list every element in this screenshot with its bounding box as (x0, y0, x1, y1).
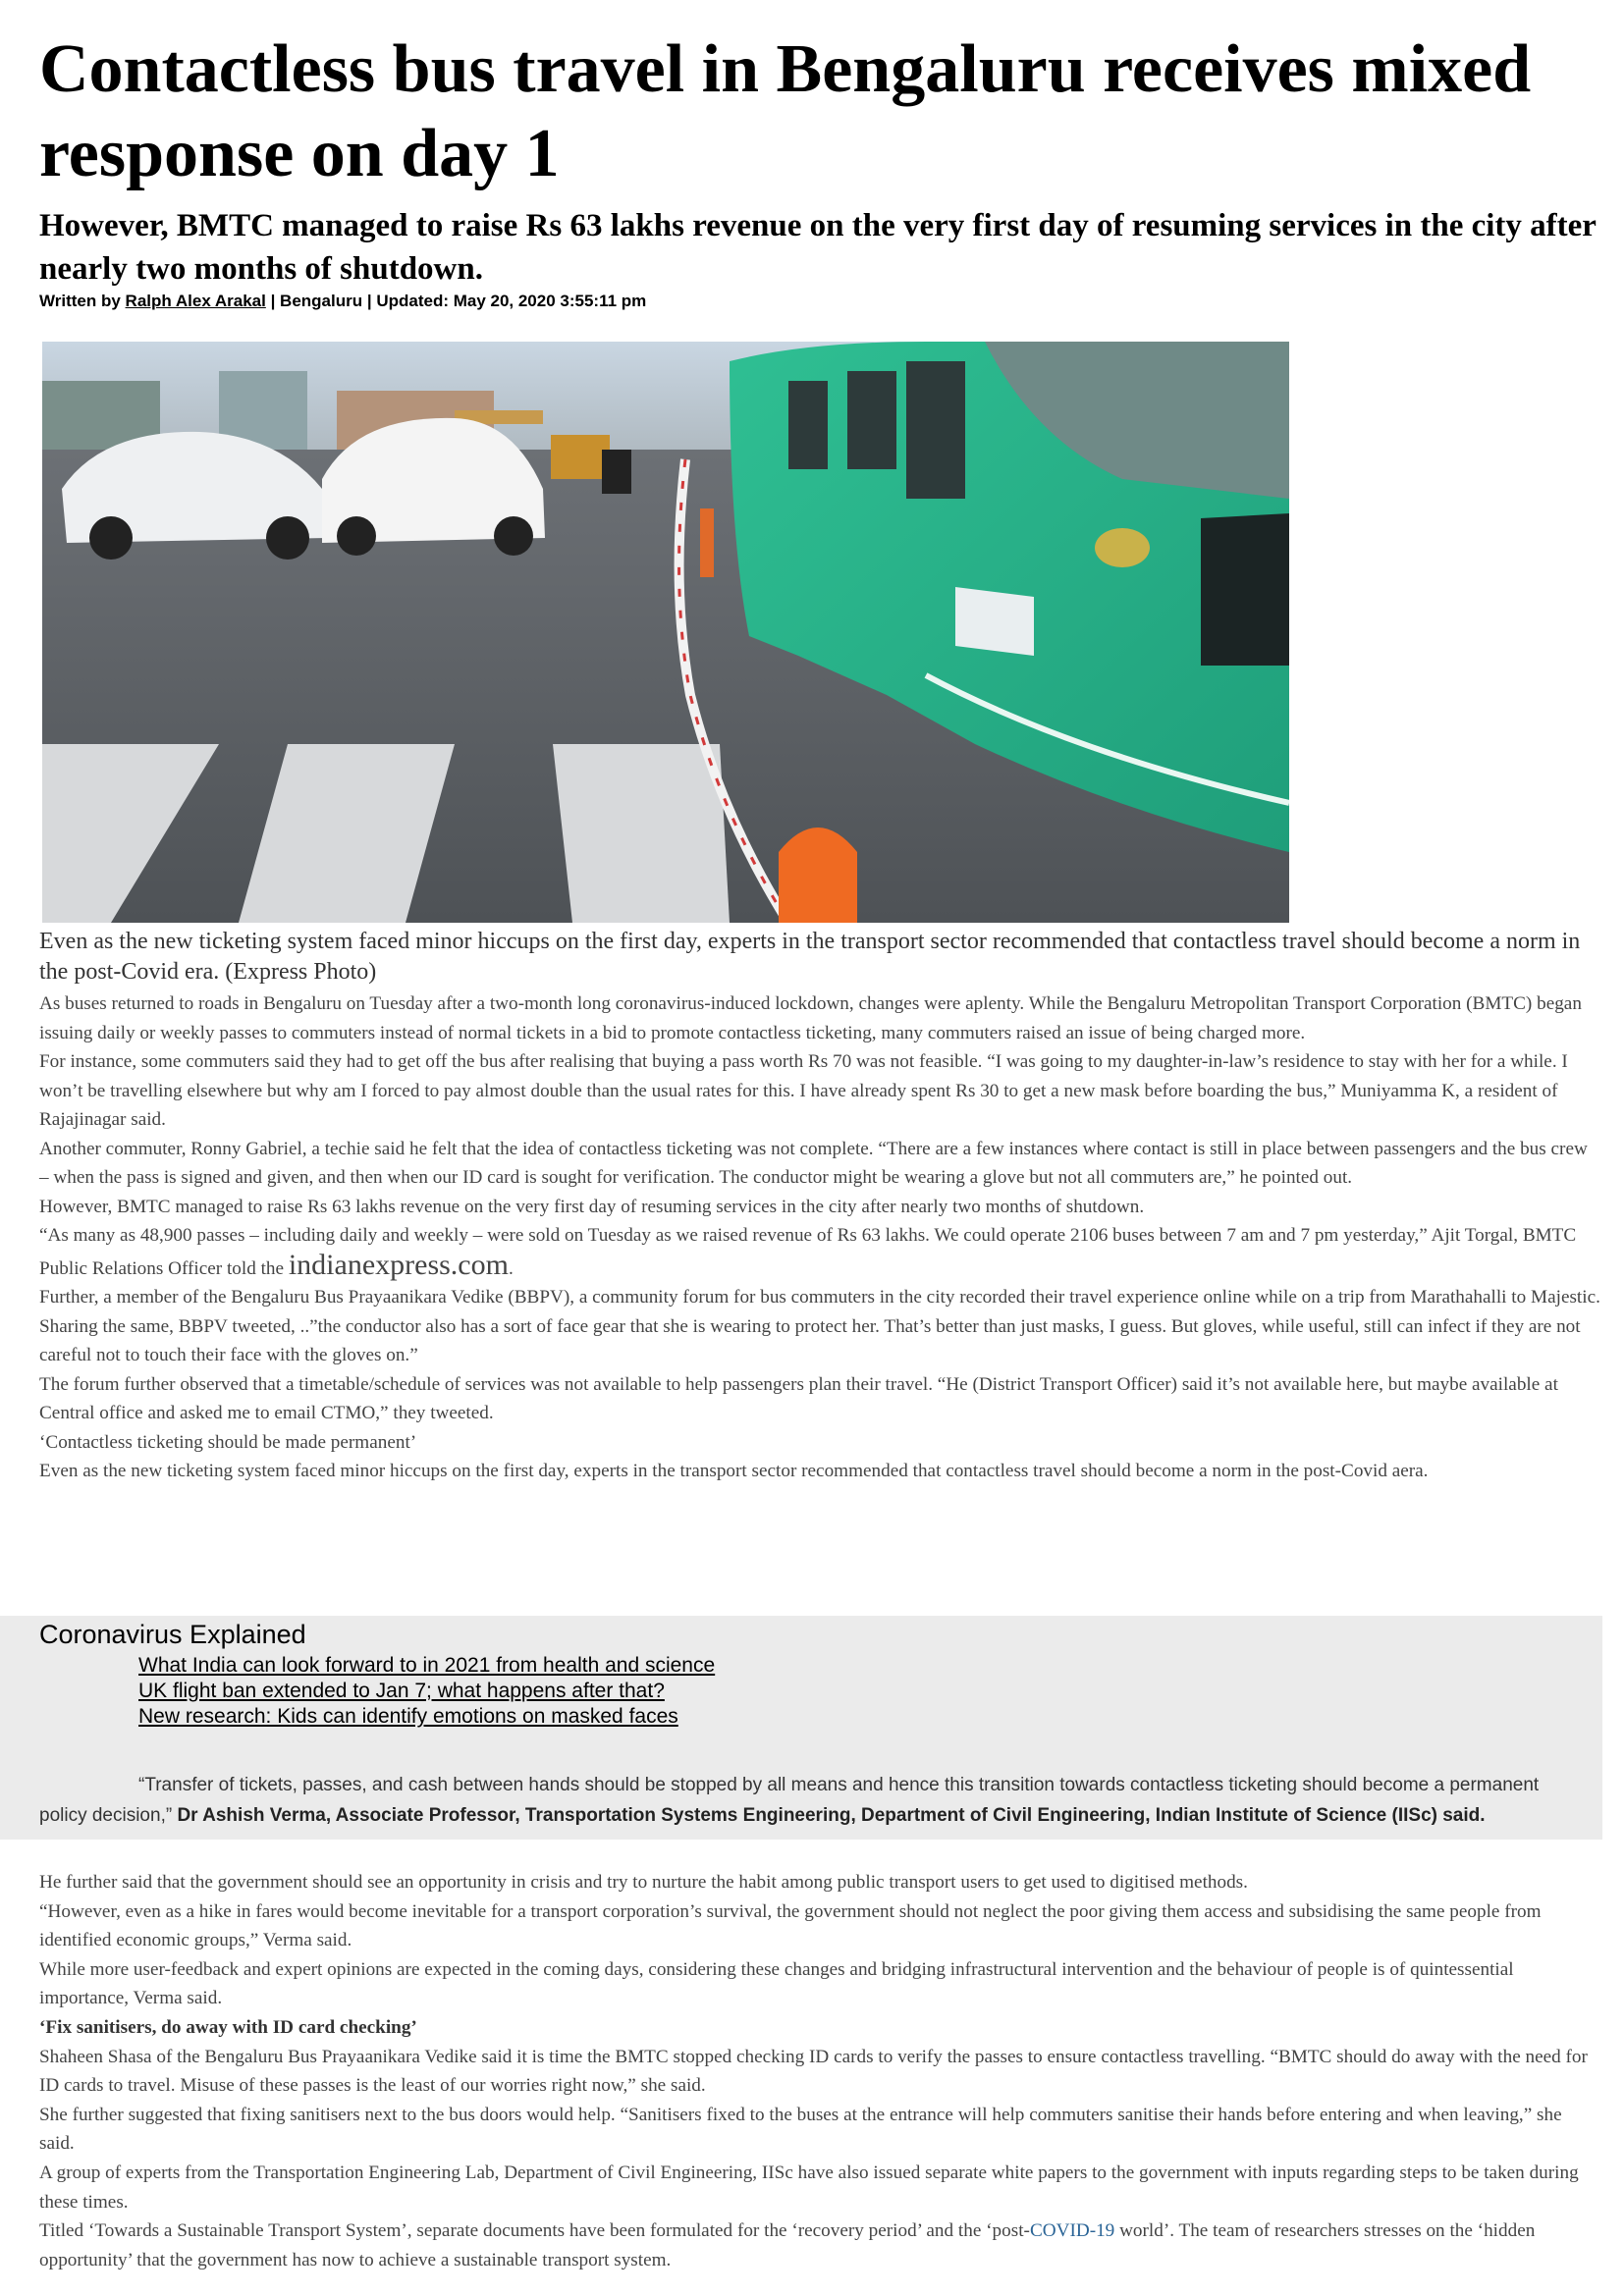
paragraph: Shaheen Shasa of the Bengaluru Bus Prayaanikara Vedike said it is time the BMTC stopped checking ID cards to verify the passes to ensure contactless travelling. “BMTC should do away with the need for ID cards to travel. Misuse of these passes is the least of our worries right now,” she said. (39, 2046, 1588, 2097)
paragraph: Further, a member of the Bengaluru Bus Prayaanikara Vedike (BBPV), a community forum for bus commuters in the city recorded their travel experience online while on a trip from Marathahalli to Majestic. (39, 1287, 1600, 1308)
byline-prefix: Written by (39, 292, 121, 310)
explainer-title: Coronavirus Explained (39, 1620, 306, 1649)
quote-text: “As many as 48,900 passes – including daily and weekly – were sold on Tuesday as we raised revenue of Rs 63 lakhs. We could operate 2106 buses between 7 am and 7 pm yesterday,” Ajit Torgal, BMTC Public Relations Officer told the (39, 1225, 1577, 1279)
paragraph: For instance, some commuters said they had to get off the bus after realising that buying a pass worth Rs 70 was not feasible. “I was going to my daughter-in-law’s residence to stay with her for a while. I won’t be travelling elsewhere but why am I forced to pay almost double than the usual rates for this. I have already spent Rs 30 to get a new mask before boarding the bus,” Muniyamma K, a resident of Rajajinagar said. (39, 1051, 1568, 1130)
explainer-link[interactable]: UK flight ban extended to Jan 7; what happens after that? (138, 1680, 665, 1702)
paragraph: Sharing the same, BBPV tweeted, ..”the conductor also has a sort of face gear that she is wearing to protect her. That’s better than just masks, I guess. But gloves, while useful, still can infect if they are not careful not to touch their face with the gloves on.” (39, 1315, 1581, 1365)
quote-paragraph (39, 1221, 1600, 1283)
expert-quote-text: “Transfer of tickets, passes, and cash between hands should be stopped by all means and hence this transition towards contactless ticketing should become a permanent policy decision,” (39, 1775, 1540, 1826)
paragraph: As buses returned to roads in Bengaluru on Tuesday after a two-month long coronavirus-induced lockdown, changes were aplenty. While the Bengaluru Metropolitan Transport Corporation (BMTC) began issuing daily or weekly passes to commuters instead of normal tickets in a bid to promote contactless ticketing, many commuters raised an issue of being charged more. (39, 993, 1582, 1043)
covid-link[interactable]: COVID-19 (1029, 2220, 1115, 2242)
photo-caption: Even as the new ticketing system faced minor hiccups on the first day, experts in the transport sector recommended that contactless travel should become a norm in the post-Covid era. (Express Photo) (39, 929, 1581, 985)
explainer-link[interactable]: New research: Kids can identify emotions on masked faces (138, 1705, 678, 1728)
paragraph-text: world’. The team of researchers stresses on the ‘hidden opportunity’ that the government has now to achieve a sustainable transport system. (39, 2220, 1536, 2270)
article-body-1 (39, 989, 1600, 1486)
expert-attribution: Dr Ashish Verma, Associate Professor, Transportation Systems Engineering, Department of Civil Engineering, Indian Institute of Science (IISc) said. (177, 1805, 1486, 1826)
paragraph: While more user-feedback and expert opinions are expected in the coming days, considering these changes and bridging infrastructural intervention and the behaviour of people is of quintessential importance, Verma said. (39, 1958, 1514, 2009)
expert-quote (39, 1770, 1591, 1831)
paragraph: The forum further observed that a timetable/schedule of services was not available to help passengers plan their travel. “He (District Transport Officer) said it’s not available here, but maybe available at Central office and asked me to email CTMO,” they tweeted. (39, 1373, 1558, 1423)
explainer-link[interactable]: What India can look forward to in 2021 from health and science (138, 1654, 716, 1677)
paragraph: Even as the new ticketing system faced minor hiccups on the first day, experts in the transport sector recommended that contactless travel should become a norm in the post-Covid aera. (39, 1461, 1429, 1481)
paragraph: He further said that the government should see an opportunity in crisis and try to nurture the habit among public transport users to get used to digitised methods. (39, 1872, 1248, 1893)
article-body-2 (39, 1868, 1600, 2274)
paragraph: However, BMTC managed to raise Rs 63 lakhs revenue on the very first day of resuming services in the city after nearly two months of shutdown. (39, 1196, 1145, 1217)
paragraph: She further suggested that fixing sanitisers next to the bus doors would help. “Sanitisers fixed to the buses at the entrance will help commuters sanitise their hands before entering and when leaving,” she said. (39, 2104, 1562, 2155)
paragraph (39, 2216, 1600, 2274)
bus-street-photo (42, 342, 1289, 923)
byline-location-date: | Bengaluru | Updated: May 20, 2020 3:55:11 pm (270, 292, 647, 310)
paragraph-text: Titled ‘Towards a Sustainable Transport System’, separate documents have been formulated for the ‘recovery period’ and the ‘post- (39, 2220, 1030, 2242)
paragraph: A group of experts from the Transportation Engineering Lab, Department of Civil Engineering, IISc have also issued separate white papers to the government with inputs regarding steps to be taken during these times. (39, 2162, 1579, 2213)
quote-end: . (508, 1257, 514, 1279)
paragraph: Another commuter, Ronny Gabriel, a techie said he felt that the idea of contactless ticketing was not complete. “There are a few instances where contact is still in place between passengers and the bus crew – when the pass is signed and given, and then when our ID card is sought for verification. The conductor might be wearing a glove but not all commuters are,” he pointed out. (39, 1138, 1588, 1188)
subsection-heading: ‘Contactless ticketing should be made permanent’ (39, 1431, 417, 1453)
paragraph: “However, even as a hike in fares would become inevitable for a transport corporation’s survival, the government should not neglect the poor giving them access and subsidising the same people from identified economic groups,” Verma said. (39, 1900, 1542, 1951)
article-photo (42, 342, 1289, 923)
explainer-links (138, 1653, 715, 1730)
author-link[interactable]: Ralph Alex Arakal (125, 292, 266, 310)
explainer-box (0, 1616, 1602, 1840)
publication-name: indianexpress.com (288, 1248, 509, 1281)
subheadline: However, BMTC managed to raise Rs 63 lakhs revenue on the very first day of resuming services in the city after nearly two months of shutdown. (39, 208, 1597, 287)
section-heading: ‘Fix sanitisers, do away with ID card checking’ (39, 2016, 417, 2038)
article (39, 0, 1600, 1486)
byline (39, 291, 1600, 312)
headline: Contactless bus travel in Bengaluru receives mixed response on day 1 (39, 31, 1532, 191)
